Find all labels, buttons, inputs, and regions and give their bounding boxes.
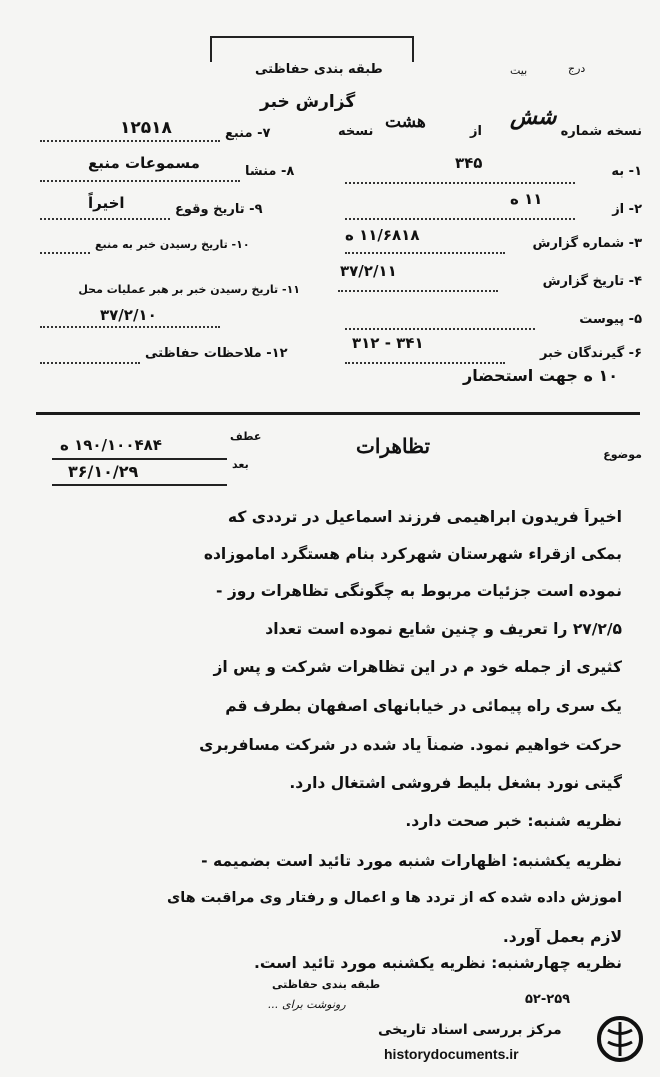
distribution-scrawl: رونوشت برای ... [268,998,346,1011]
report-title: گزارش خبر [260,92,356,112]
classification-box [210,36,414,62]
followup-label: بعد [232,458,249,471]
reference-value: ۱۹۰/۱۰۰۴۸۴ ه [60,436,162,454]
field-report-date-line [338,290,498,292]
body-line: آموزش داده شده که از تردد ها و اعمال و رفتار وی مراقبت های [166,890,622,906]
field-attachment-label: ۵- پیوست [579,312,642,327]
field-source-value: ۱۲۵۱۸ [120,118,172,138]
field-security-notes-line [40,362,140,364]
copy-number-label: نسخه شماره [560,124,642,139]
body-line: اخیراً فریدون ابراهیمی فرزند اسماعیل در ترددی که [227,508,622,526]
followup-rule [52,484,227,486]
subject-value: تظاهرات [356,434,431,458]
body-line: نظریه شنبه: خبر صحت دارد. [405,812,622,830]
field-event-date-value: اخیراً [88,194,125,212]
copy-from-label: از [470,124,482,139]
field-ops-received-value: ۳۷/۲/۱۰ [100,306,157,324]
field-from-value: ۱۱ ه [510,190,543,208]
copy-total-handwritten: هشت [385,112,426,132]
body-line: کثیری از جمله خود م در این تظاهرات شرکت و پس از [213,658,622,676]
field-source-line [40,140,220,142]
copy-suffix-label: نسخه [338,124,374,139]
field-recipients-line [345,362,505,364]
body-line: نظریه چهارشنبه: نظریه یکشنبه مورد تائید است. [253,954,622,972]
field-report-date-label: ۴- تاریخ گزارش [542,274,642,289]
field-origin-line [40,180,240,182]
field-from-label: ۲- از [612,202,642,217]
reference-rule [52,458,227,460]
field-to-label: ۱- به [611,164,642,179]
reference-label: عطف [230,430,262,443]
body-line: حرکت خواهیم نمود. ضمناً یاد شده در شرکت مسافربری [199,736,622,754]
field-recipients-value: ۳۴۱ - ۳۱۲ [352,334,424,352]
field-to-value: ۳۴۵ [455,154,483,172]
body-line: ۲۷/۲/۵ را تعریف و چنین شایع نموده است تعداد [265,620,622,638]
field-source-received-label: ۱۰- تاریخ رسیدن خبر به منبع [95,238,250,251]
classification-top: طبقه بندی حفاظتی [255,62,383,77]
section-divider [36,412,640,415]
followup-value: ۳۶/۱۰/۲۹ [68,462,139,481]
field-recipients-note: ۱۰ ه جهت استحضار [463,366,618,385]
field-event-date-line [40,218,170,220]
field-origin-value: مسموعات منبع [88,154,200,172]
body-line: نظریه یکشنبه: اظهارات شنبه مورد تائید است بضمیمه - [201,852,622,870]
field-source-label: ۷- منبع [225,126,271,141]
field-report-date-value: ۳۷/۲/۱۱ [340,262,397,280]
field-attachment-line [345,328,535,330]
field-report-number-line [345,252,505,254]
classification-bottom: طبقه بندی حفاظتی [272,978,381,991]
watermark-url: historydocuments.ir [384,1046,519,1062]
field-from-line [345,218,575,220]
watermark-title: مرکز بررسی اسناد تاریخی [378,1022,562,1038]
body-line: یک سری راه پیمائی در خیابانهای اصفهان بطرف قم [225,697,622,715]
field-ops-received-line [40,326,220,328]
field-report-number-value: ۱۱/۶۸۱۸ ه [345,226,420,244]
body-line: لازم بعمل آورد. [502,928,622,946]
field-source-received-line [40,252,90,254]
field-event-date-label: ۹- تاریخ وقوع [175,202,263,217]
body-line: بمکی ازقراء شهرستان شهرکرد بنام هستگرد اماموزاده [203,545,622,563]
field-ops-received-label: ۱۱- تاریخ رسیدن خبر بر هبر عملیات محل [78,283,300,296]
document-code: ۵۲-۲۵۹ [525,992,571,1007]
archive-logo-icon [596,1015,644,1063]
field-to-line [345,182,575,184]
field-origin-label: ۸- منشا [245,164,295,179]
subject-label: موضوع [603,448,642,461]
body-line: نموده است جزئیات مربوط به چگونگی تظاهرات روز - [216,582,622,600]
field-report-number-label: ۳- شماره گزارش [532,236,642,251]
header-mark-a: درج [568,62,586,75]
body-line: گیتی نورد بشغل بلیط فروشی اشتغال دارد. [289,774,622,792]
copy-number-handwritten: شش [510,104,557,130]
field-security-notes-label: ۱۲- ملاحظات حفاظتی [145,346,288,361]
field-recipients-label: ۶- گیرندگان خبر [539,346,642,361]
header-mark-b: بیت [510,64,528,77]
